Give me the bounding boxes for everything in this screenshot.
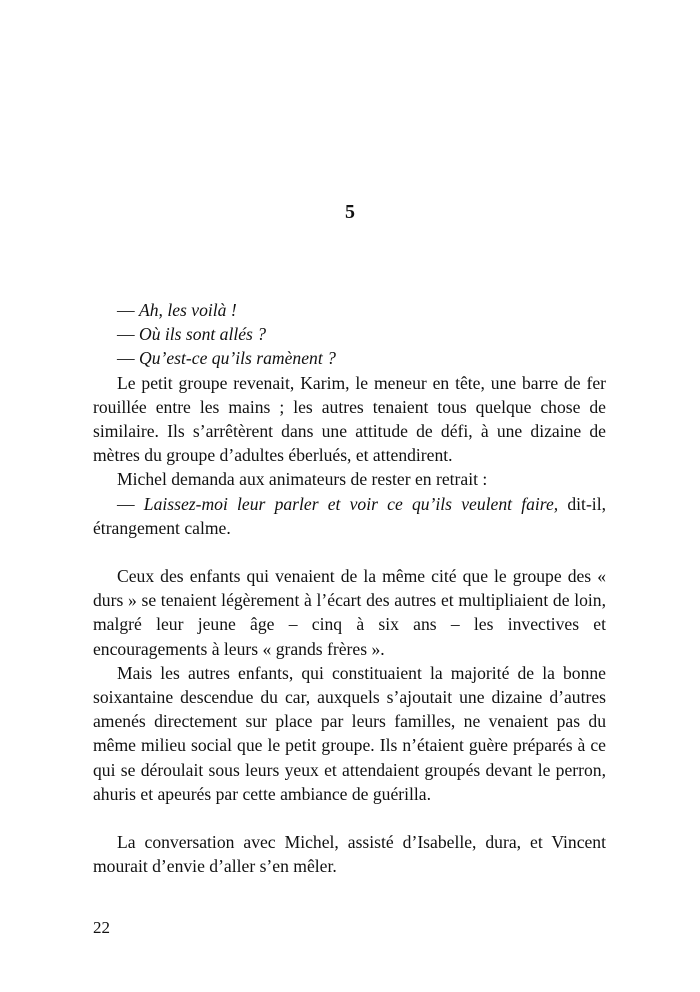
chapter-body — [93, 298, 606, 878]
dialogue-line — [93, 346, 606, 370]
dialogue-text: Où ils sont allés ? — [139, 324, 267, 345]
paragraph: Mais les autres enfants, qui constituaient la majorité de la bonne soixantaine descendue du car, auxquels s’ajoutait une dizaine d’autres amenés directement sur place par leurs familles, ne venaient pas du même milieu social que le petit groupe. Ils n’étaient guère préparés à ce qui se déroulait sous leurs yeux et attendaient groupés devant le perron, ahuris et apeurés par cette ambiance de guérilla. — [93, 662, 606, 804]
dialogue-tag: dit-il, étrangement calme. — [93, 493, 606, 538]
dialogue-line — [93, 492, 606, 540]
dialogue-text: Ah, les voilà ! — [139, 300, 237, 320]
dialogue-dash: — — [117, 493, 144, 514]
page-number: 22 — [93, 918, 110, 937]
dialogue-line — [93, 322, 606, 346]
dialogue-text: Laissez-moi leur parler et voir ce qu’ils veulent faire, — [143, 493, 559, 514]
dialogue-line — [93, 298, 606, 322]
paragraph: La conversation avec Michel, assisté d’Isabelle, dura, et Vincent mourait d’envie d’aller s’en mêler. — [93, 832, 606, 877]
dialogue-text: Qu’est-ce qu’ils ramènent ? — [139, 348, 336, 369]
paragraph: Michel demanda aux animateurs de rester en retrait : — [117, 469, 488, 490]
paragraph: Le petit groupe revenait, Karim, le meneur en tête, une barre de fer rouillée entre les mains ; les autres tenaient tous quelque chose de similaire. Ils s’arrêtèrent dans une attitude de défi, à une dizaine de mètres du groupe d’adultes éberlués, et attendirent. — [93, 372, 606, 466]
dialogue-dash: — — [117, 348, 139, 369]
paragraph: Ceux des enfants qui venaient de la même cité que le groupe des « durs » se tenaient légèrement à l’écart des autres et multipliaient de loin, malgré leur jeune âge – cinq à six ans – les invectives et encouragements à leurs « grands frères ». — [93, 566, 606, 659]
chapter-number: 5 — [345, 201, 355, 223]
dialogue-dash: — — [117, 300, 139, 320]
dialogue-dash: — — [117, 324, 139, 345]
